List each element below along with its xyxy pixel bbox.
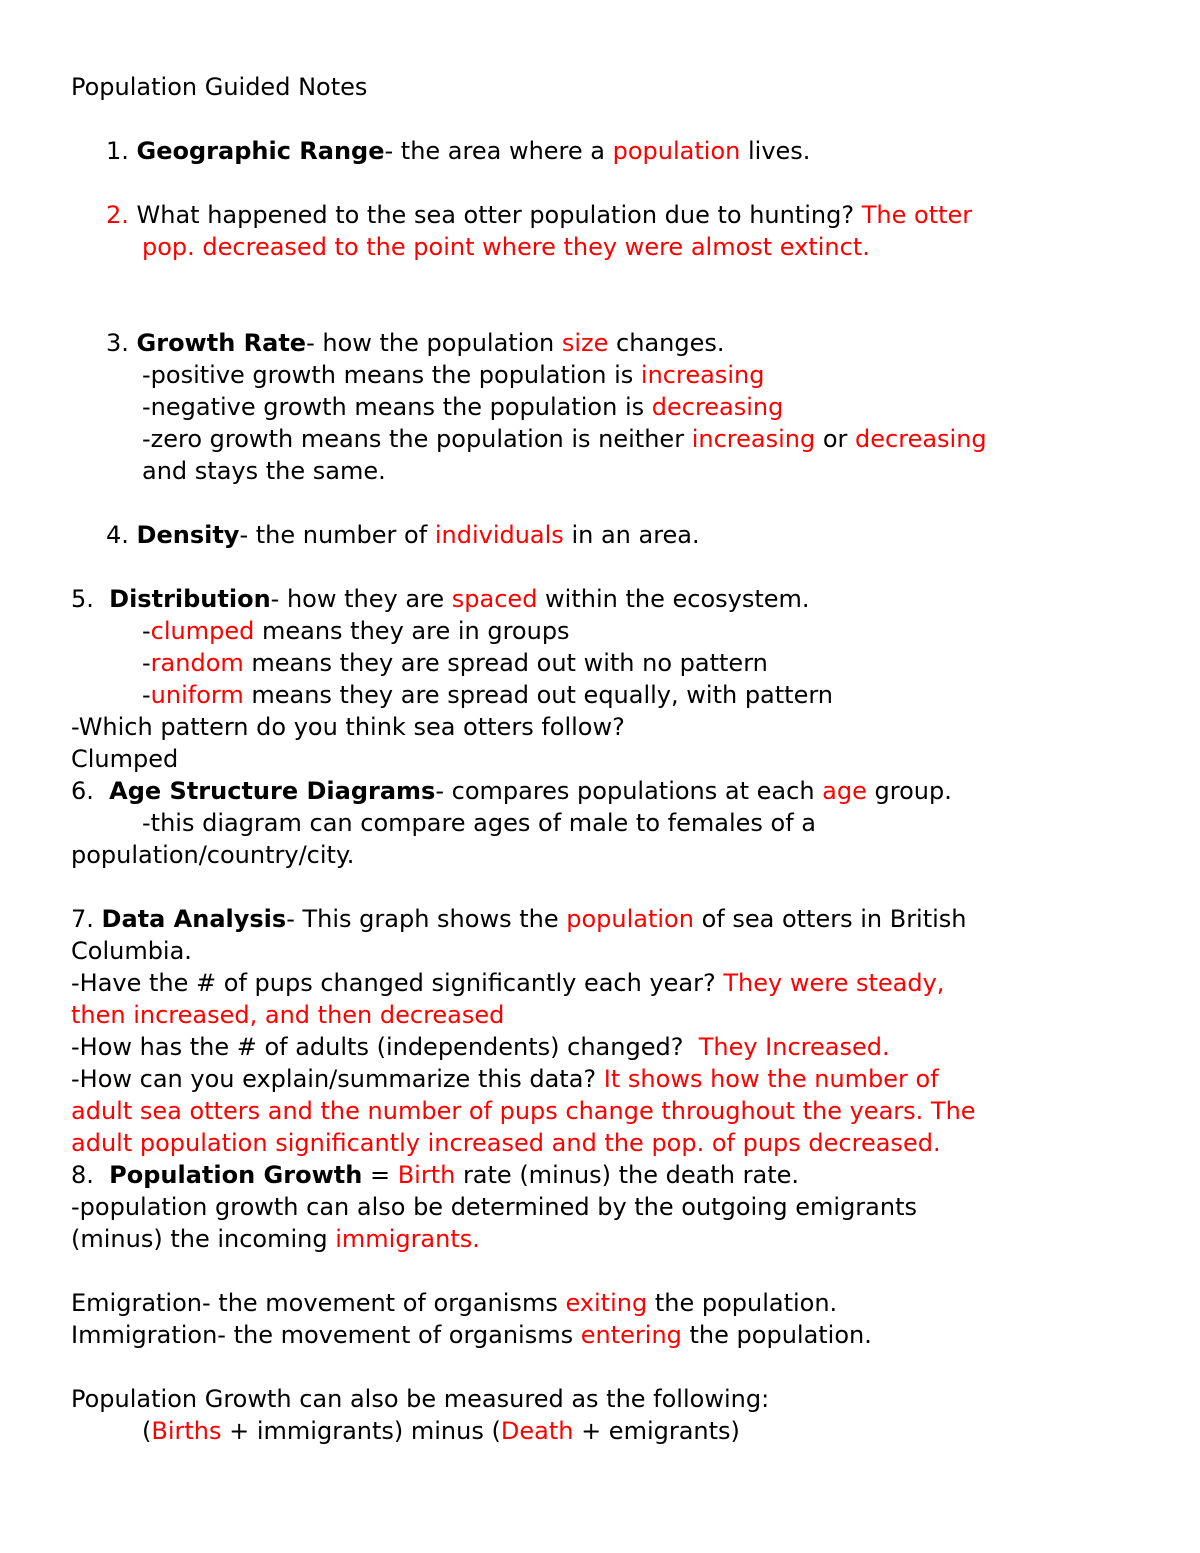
note-text: means they are spread out equally, with pattern (243, 681, 833, 709)
note-text: within the ecosystem. (537, 585, 810, 613)
note-text: Columbia. (71, 937, 192, 965)
note-text: of sea otters in British (693, 905, 967, 933)
note-text: - (142, 649, 151, 677)
note-text: means they are spread out with no pattern (243, 649, 768, 677)
line-item-3-d (142, 455, 386, 487)
line-item-5 (71, 583, 810, 615)
note-text: 5. (71, 585, 110, 613)
answer-text: decreasing (855, 425, 987, 453)
answer-text: increasing (640, 361, 765, 389)
note-text: the population. (647, 1289, 838, 1317)
note-text: 7. (71, 905, 102, 933)
note-text: -zero growth means the population is neither (142, 425, 692, 453)
note-text: - the area where a (384, 137, 613, 165)
line-item-7 (71, 903, 967, 935)
line-item-6-a (142, 807, 816, 839)
note-text: the population. (681, 1321, 872, 1349)
line-item-6-b (71, 839, 354, 871)
note-text: and stays the same. (142, 457, 386, 485)
note-text: - the number of (239, 521, 435, 549)
answer-text: then increased, and then decreased (71, 1001, 505, 1029)
answer-text: uniform (150, 681, 244, 709)
note-text: 3. (106, 329, 137, 357)
answer-text: exiting (565, 1289, 648, 1317)
note-text: lives. (740, 137, 811, 165)
line-item-1 (106, 135, 810, 167)
note-text: Population Guided Notes (71, 73, 368, 101)
line-item-8-b (71, 1223, 480, 1255)
note-text: in an area. (563, 521, 700, 549)
answer-text: population (612, 137, 741, 165)
note-text: -How can you explain/summarize this data? (71, 1065, 604, 1093)
term-text: Distribution (109, 585, 271, 613)
answer-text: They were steady, (723, 969, 945, 997)
term-text: Growth Rate (136, 329, 307, 357)
term-text: Age Structure Diagrams (109, 777, 436, 805)
note-text: -Which pattern do you think sea otters follow? (71, 713, 625, 741)
line-item-2-a (142, 231, 870, 263)
line-item-3-b (142, 391, 783, 423)
line-item-7-b (71, 935, 192, 967)
answer-text: individuals (434, 521, 564, 549)
answer-text: The otter (861, 201, 973, 229)
note-text: = (362, 1161, 398, 1189)
line-immigration (71, 1319, 872, 1351)
answer-text: spaced (451, 585, 538, 613)
answer-text: population (566, 905, 694, 933)
note-text: - compares populations at each (435, 777, 823, 805)
note-text: - how they are (270, 585, 452, 613)
note-text: Emigration- the movement of organisms (71, 1289, 566, 1317)
line-item-2-q (106, 199, 972, 231)
note-text: -this diagram can compare ages of male to females of a (142, 809, 816, 837)
note-text: -negative growth means the population is (142, 393, 652, 421)
answer-text: Birth (397, 1161, 456, 1189)
note-text: + immigrants) minus ( (221, 1417, 501, 1445)
note-text: population/country/city. (71, 841, 355, 869)
note-text: -How has the # of adults (independents) changed? (71, 1033, 699, 1061)
note-text: 8. (71, 1161, 110, 1189)
line-formula (142, 1415, 740, 1447)
line-item-6 (71, 775, 952, 807)
answer-text: Death (500, 1417, 574, 1445)
line-item-3 (106, 327, 725, 359)
note-text: 6. (71, 777, 110, 805)
answer-text: size (561, 329, 609, 357)
answer-text: adult sea otters and the number of pups change throughout the years. The (71, 1097, 976, 1125)
note-text: Population Growth can also be measured as the following: (71, 1385, 770, 1413)
term-text: Density (136, 521, 240, 549)
answer-text: adult population significantly increased and the pop. of pups decreased. (71, 1129, 941, 1157)
note-text: -population growth can also be determined by the outgoing emigrants (71, 1193, 917, 1221)
line-item-7-q1 (71, 967, 944, 999)
line-measure (71, 1383, 769, 1415)
note-text: - how the population (306, 329, 562, 357)
answer-text: random (150, 649, 244, 677)
note-text: changes. (608, 329, 725, 357)
answer-text: It shows how the number of (603, 1065, 939, 1093)
line-item-5-q (71, 711, 625, 743)
note-text: or (815, 425, 856, 453)
note-text: Immigration- the movement of organisms (71, 1321, 581, 1349)
line-item-7-q3 (71, 1063, 939, 1095)
answer-text: Births (151, 1417, 222, 1445)
answer-text: 2. (106, 201, 137, 229)
line-item-7-a3a (71, 1095, 976, 1127)
term-text: Data Analysis (101, 905, 287, 933)
term-text: Geographic Range (136, 137, 385, 165)
note-text: (minus) the incoming (71, 1225, 336, 1253)
note-text: group. (866, 777, 952, 805)
note-text: -Have the # of pups changed significantly each year? (71, 969, 724, 997)
term-text: Population Growth (109, 1161, 363, 1189)
line-item-7-a1 (71, 999, 504, 1031)
note-text: rate (minus) the death rate. (455, 1161, 799, 1189)
answer-text: pop. decreased to the point where they were almost extinct. (142, 233, 870, 261)
note-text: - This graph shows the (286, 905, 567, 933)
line-item-5-ans (71, 743, 178, 775)
note-text: + emigrants) (573, 1417, 740, 1445)
line-item-5-c (142, 679, 833, 711)
answer-text: age (822, 777, 867, 805)
line-item-3-c (142, 423, 987, 455)
answer-text: clumped (150, 617, 255, 645)
note-text: means they are in groups (254, 617, 570, 645)
line-title (71, 71, 367, 103)
note-text: - (142, 681, 151, 709)
answer-text: increasing (691, 425, 816, 453)
note-text: 1. (106, 137, 137, 165)
line-emigration (71, 1287, 837, 1319)
note-text: Clumped (71, 745, 179, 773)
line-item-5-a (142, 615, 570, 647)
line-item-8 (71, 1159, 799, 1191)
line-item-3-a (142, 359, 764, 391)
line-item-7-q2 (71, 1031, 890, 1063)
answer-text: decreasing (651, 393, 784, 421)
line-item-5-b (142, 647, 768, 679)
line-item-8-a (71, 1191, 917, 1223)
answer-text: immigrants. (335, 1225, 480, 1253)
note-text: What happened to the sea otter population due to hunting? (136, 201, 862, 229)
line-item-4 (106, 519, 700, 551)
note-text: -positive growth means the population is (142, 361, 641, 389)
answer-text: They Increased. (698, 1033, 890, 1061)
note-text: ( (142, 1417, 152, 1445)
answer-text: entering (580, 1321, 682, 1349)
line-item-7-a3b (71, 1127, 941, 1159)
note-text: - (142, 617, 151, 645)
note-text: 4. (106, 521, 137, 549)
